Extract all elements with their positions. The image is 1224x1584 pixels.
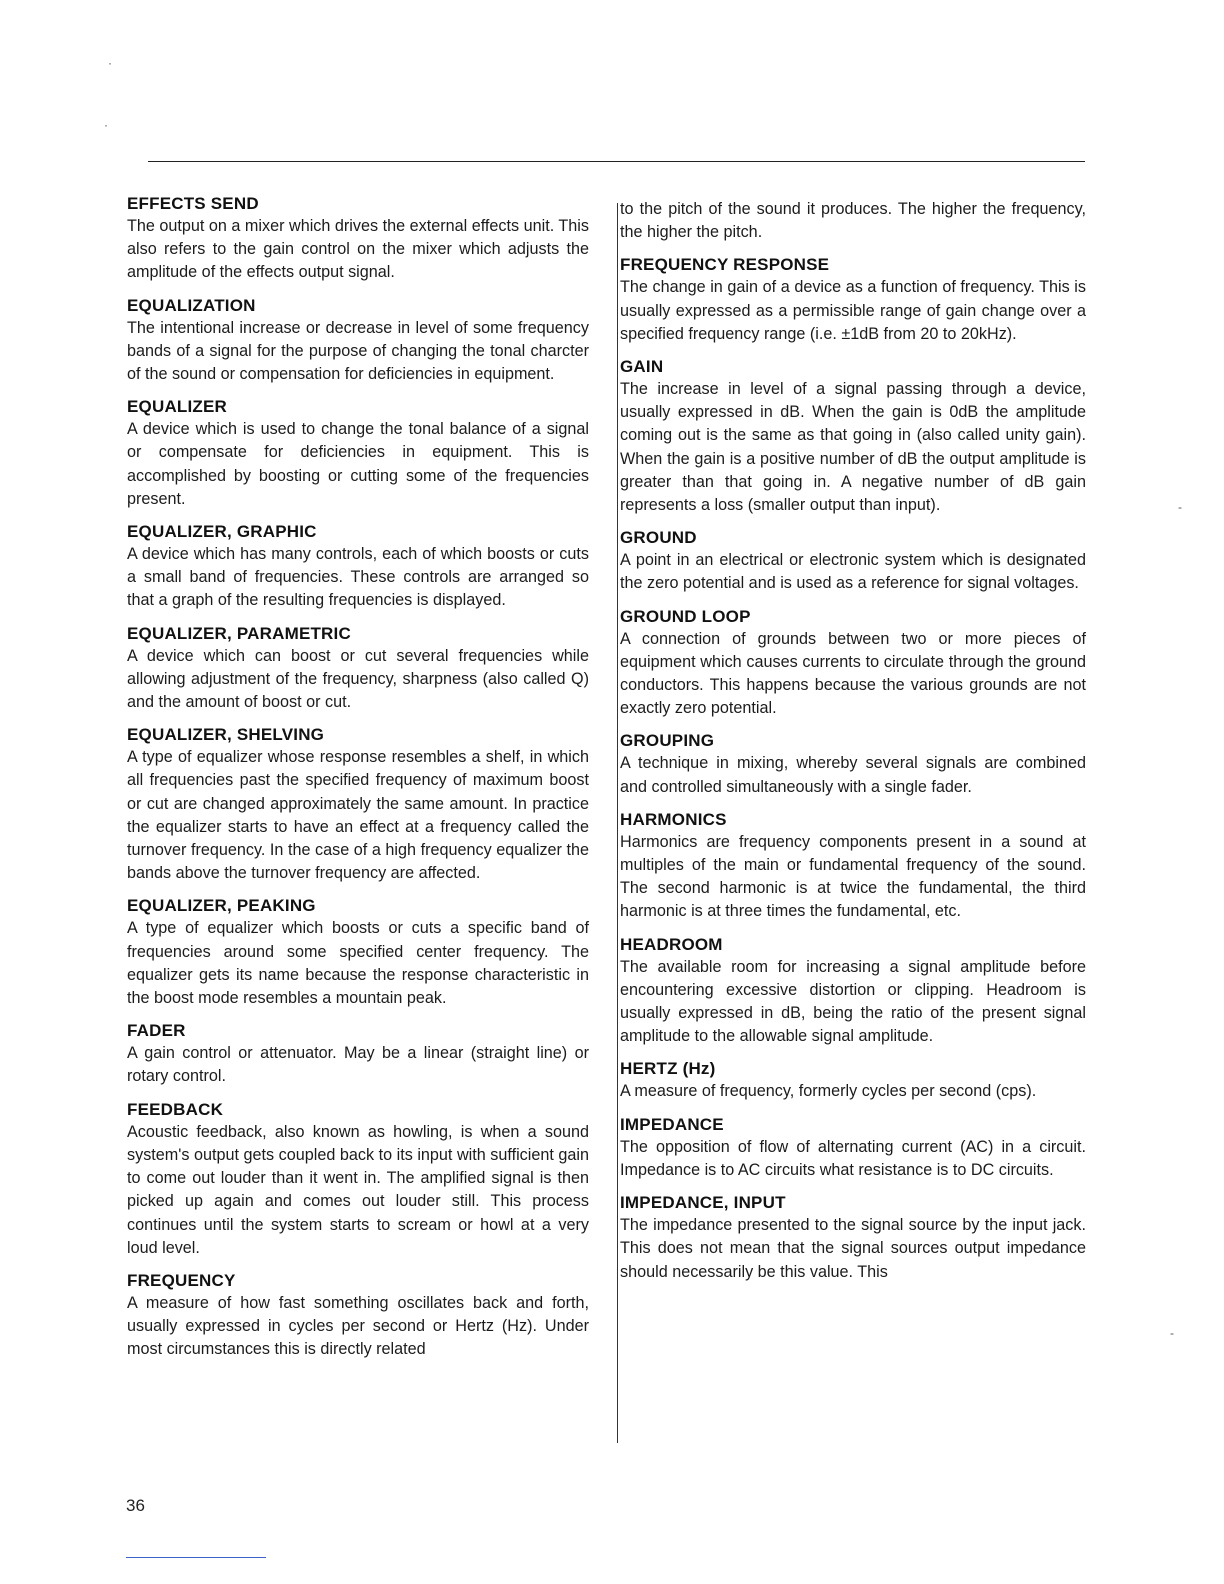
glossary-entry-equalizer-parametric [127,623,589,715]
glossary-term: FREQUENCY [127,1270,236,1290]
glossary-definition: Harmonics are frequency components present in a sound at multiples of the main or fundamental frequency of the sound. The second harmonic is at twice the fundamental, the third harmonic is at three times the fundamental, etc. [620,832,1086,921]
glossary-definition: A device which can boost or cut several frequencies while allowing adjustment of the frequency, sharpness (also called Q) and the amount of boost or cut. [127,646,589,712]
glossary-definition: The available room for increasing a signal amplitude before encountering excessive distortion or clipping. Headroom is usually expressed in dB, being the ratio of the present signal amplitude to the allowable signal amplitude. [620,957,1086,1046]
glossary-definition: Acoustic feedback, also known as howling, is when a sound system's output gets coupled back to its input with sufficient gain to come out louder than it went in. The amplified signal is then picked up again and comes out louder still. This process continues until the system starts to scream or howl at a very loud level. [127,1122,589,1257]
glossary-entry-equalizer [127,396,589,511]
glossary-entry-gain [620,356,1086,517]
glossary-entry-grouping [620,730,1086,798]
glossary-definition: The opposition of flow of alternating current (AC) in a circuit. Impedance is to AC circuits what resistance is to DC circuits. [620,1137,1086,1179]
glossary-term: EQUALIZER, GRAPHIC [127,522,317,542]
glossary-definition: A measure of how fast something oscillates back and forth, usually expressed in cycles per second or Hertz (Hz). Under most circumstances this is directly related [127,1293,589,1359]
glossary-term: GROUND LOOP [620,606,751,626]
glossary-entry-equalizer-graphic [127,521,589,613]
glossary-entry-impedance [620,1114,1086,1182]
column-divider [617,203,618,1443]
page-number: 36 [126,1496,145,1515]
glossary-definition: A device which has many controls, each of which boosts or cuts a small band of frequencies. These controls are arranged so that a graph of the resulting frequencies is displayed. [127,545,589,610]
glossary-entry-fader [127,1020,589,1088]
glossary-term: EQUALIZER, PARAMETRIC [127,623,351,643]
glossary-entry-impedance-input [620,1192,1086,1284]
glossary-term: EQUALIZATION [127,295,256,315]
continued-definition: to the pitch of the sound it produces. The higher the frequency, the higher the pitch. [620,200,1086,242]
right-column [620,198,1086,1294]
glossary-term: FEEDBACK [127,1099,224,1119]
glossary-term: FADER [127,1021,186,1041]
glossary-entry-hertz [620,1058,1086,1103]
glossary-entry-feedback [127,1099,589,1260]
glossary-term: GROUPING [620,731,715,751]
header-rule [148,161,1085,162]
glossary-definition: The impedance presented to the signal source by the input jack. This does not mean that the signal sources output impedance should necessarily be this value. This [620,1216,1086,1281]
glossary-term: FREQUENCY RESPONSE [620,255,830,275]
glossary-entry-equalizer-peaking [127,895,589,1010]
glossary-entry-ground-loop [620,606,1086,721]
glossary-term: HEADROOM [620,934,723,954]
footer-rule [126,1557,266,1558]
glossary-entry-equalizer-shelving [127,724,589,885]
scan-speck: - [1178,500,1182,514]
scan-speck: · [104,118,108,132]
glossary-entry-equalization [127,295,589,387]
glossary-definition: A type of equalizer which boosts or cuts a specific band of frequencies around some specified center frequency. The equalizer gets its name because the response characteristic in the boost mode resembles a mountain peak. [127,919,589,1008]
left-column [127,193,589,1372]
glossary-definition: The increase in level of a signal passing through a device, usually expressed in dB. When the gain is 0dB the amplitude coming out is the same as that going in (also called unity gain). When the gain is a positive number of dB the output amplitude is greater than that going in. A negative number of dB gain represents a loss (smaller output than input). [620,380,1086,515]
glossary-entry-effects-send [127,193,589,285]
glossary-definition: A technique in mixing, whereby several signals are combined and controlled simultaneously with a single fader. [620,754,1086,796]
glossary-entry-headroom [620,934,1086,1049]
glossary-entry-harmonics [620,809,1086,924]
scan-speck: · [108,56,112,70]
glossary-definition: A type of equalizer whose response resembles a shelf, in which all frequencies past the specified frequency of maximum boost or cut are changed approximately the same amount. In practice the equalizer starts to have an effect at a frequency called the turnover frequency. In the case of a high frequency equalizer the bands above the turnover frequency are affected. [127,748,589,883]
glossary-term: IMPEDANCE [620,1114,724,1134]
glossary-term: HERTZ (Hz) [620,1059,716,1079]
scan-speck: - [1170,1326,1174,1340]
glossary-definition: A point in an electrical or electronic system which is designated the zero potential and is used as a reference for signal voltages. [620,551,1086,593]
glossary-term: IMPEDANCE, INPUT [620,1193,786,1213]
glossary-definition: The change in gain of a device as a function of frequency. This is usually expressed as a permissible range of gain change over a specified frequency range (i.e. ±1dB from 20 to 20kHz). [620,278,1086,343]
glossary-term: EQUALIZER, PEAKING [127,896,316,916]
glossary-definition: The output on a mixer which drives the external effects unit. This also refers to the gain control on the mixer which adjusts the amplitude of the effects output signal. [127,217,589,282]
glossary-entry-ground [620,527,1086,595]
glossary-definition: A connection of grounds between two or more pieces of equipment which causes currents to circulate through the ground conductors. This happens because the various grounds are not exactly zero potential. [620,629,1086,718]
glossary-term: EQUALIZER, SHELVING [127,725,325,745]
glossary-definition: The intentional increase or decrease in level of some frequency bands of a signal for the purpose of changing the tonal charcter of the sound or compensation for deficiencies in equipment. [127,318,589,384]
glossary-entry-frequency [127,1270,589,1362]
glossary-definition: A device which is used to change the tonal balance of a signal or compensate for deficiencies in equipment. This is accomplished by boosting or cutting some of the frequencies present. [127,420,589,508]
glossary-definition: A measure of frequency, formerly cycles per second (cps). [620,1082,1037,1101]
glossary-term: GROUND [620,528,697,548]
glossary-definition: A gain control or attenuator. May be a linear (straight line) or rotary control. [127,1044,589,1086]
glossary-term: GAIN [620,357,664,377]
glossary-term: EFFECTS SEND [127,194,259,213]
glossary-entry-frequency-response [620,254,1086,346]
glossary-term: EQUALIZER [127,397,228,417]
glossary-term: HARMONICS [620,809,727,829]
